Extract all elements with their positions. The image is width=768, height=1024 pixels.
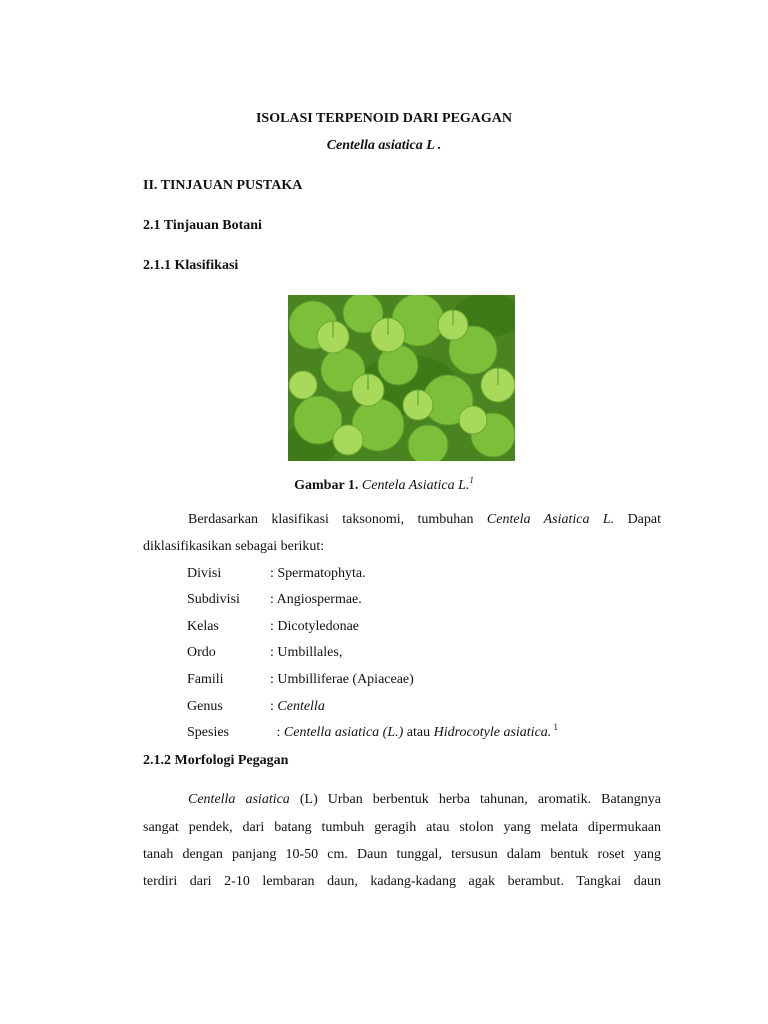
species-name: Centella asiatica (L.) — [283, 725, 404, 740]
morfologi-line-4: terdiri dari 2-10 lembaran daun, kadang-kadang agak berambut. Tangkai daun — [143, 874, 661, 889]
classification-label: Famili — [187, 672, 224, 687]
classification-label: Kelas — [187, 619, 219, 634]
classification-label: Ordo — [187, 645, 216, 660]
subsection-heading-morfologi: 2.1.2 Morfologi Pegagan — [143, 753, 289, 768]
classification-value: : Angiospermae. — [270, 592, 362, 607]
classification-label: Divisi — [187, 566, 222, 581]
morfologi-line-2: sangat pendek, dari batang tumbuh geragih atau stolon yang melata dipermukaan — [143, 820, 661, 835]
intro-paragraph-line-2: diklasifikasikan sebagai berikut: — [143, 539, 325, 554]
intro-text: Berdasarkan klasifikasi taksonomi, tumbuhan — [188, 512, 487, 527]
classification-label: Genus — [187, 699, 223, 714]
classification-value — [273, 724, 558, 742]
species-synonym: Hidrocotyle asiatica. — [433, 725, 552, 740]
morfologi-plant-name: Centella asiatica — [188, 792, 290, 807]
species-conjunction: atau — [403, 725, 434, 740]
subsection-heading-klasifikasi: 2.1.1 Klasifikasi — [143, 258, 239, 273]
pegagan-plant-photo — [288, 295, 515, 461]
classification-label: Spesies — [187, 725, 229, 740]
section-heading: II. TINJAUAN PUSTAKA — [143, 178, 303, 193]
classification-value: : Umbillales, — [270, 645, 343, 660]
figure-caption-label: Gambar 1. — [294, 478, 359, 493]
intro-text-end: Dapat — [614, 512, 661, 527]
intro-paragraph-line-1 — [143, 511, 661, 529]
figure-caption-name: Centela Asiatica L. — [361, 478, 470, 493]
classification-genus: Centella — [277, 699, 325, 714]
morfologi-line-1 — [143, 791, 661, 809]
morfologi-line-3: tanah dengan panjang 10-50 cm. Daun tunggal, tersusun dalam bentuk roset yang — [143, 847, 661, 862]
classification-value — [270, 698, 325, 716]
classification-value: : Umbilliferae (Apiaceae) — [270, 672, 414, 687]
classification-value: : Dicotyledonae — [270, 619, 360, 634]
figure-caption — [0, 477, 768, 495]
document-title: ISOLASI TERPENOID DARI PEGAGAN — [255, 111, 513, 126]
morfologi-text: (L) Urban berbentuk herba tahunan, aromatik. Batangnya — [289, 792, 661, 807]
classification-value: : Spermatophyta. — [270, 566, 366, 581]
figure-caption-ref: 1 — [469, 475, 474, 485]
classification-colon: : — [270, 699, 278, 714]
intro-plant-name: Centela Asiatica L. — [486, 512, 615, 527]
document-subtitle: Centella asiatica L . — [326, 138, 442, 153]
subsection-heading-botani: 2.1 Tinjauan Botani — [143, 218, 262, 233]
species-colon: : — [273, 725, 284, 740]
classification-label: Subdivisi — [187, 592, 240, 607]
species-ref: 1 — [551, 722, 559, 732]
